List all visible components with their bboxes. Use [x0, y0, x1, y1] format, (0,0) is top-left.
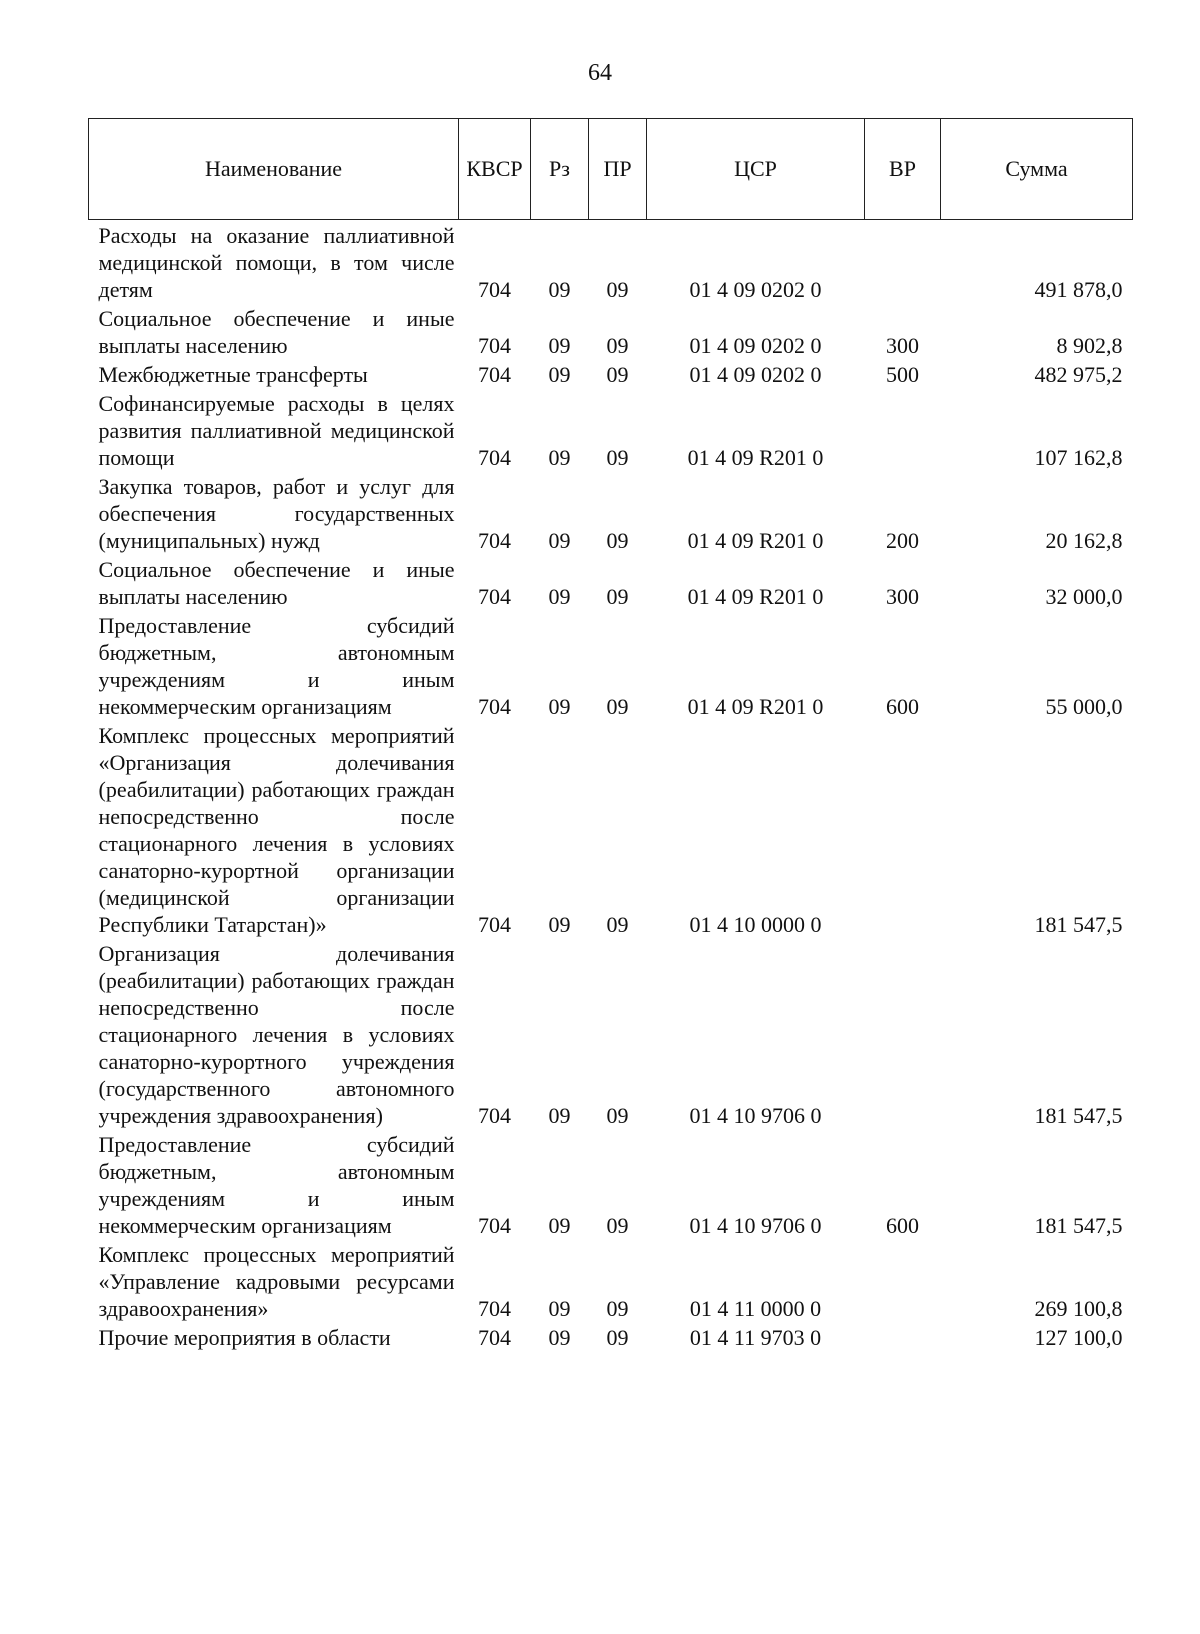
- cell-vr: [865, 940, 941, 1131]
- table-row: [89, 940, 1133, 1131]
- cell-rz: 09: [548, 1296, 571, 1321]
- table-row: [89, 722, 1133, 940]
- cell-csr: 01 4 09 0202 0: [689, 277, 822, 302]
- cell-rz: 09: [548, 912, 571, 937]
- table-row: [89, 473, 1133, 556]
- cell-name: Закупка товаров, работ и услуг для обеспечения государственных (муниципальных) нужд: [98, 474, 455, 553]
- header-name: Наименование: [89, 119, 459, 220]
- cell-vr: [865, 722, 941, 940]
- table-body: [89, 220, 1133, 1354]
- table-row: [89, 556, 1133, 612]
- cell-vr: 600: [886, 1213, 919, 1238]
- cell-sum: 20 162,8: [1045, 528, 1123, 553]
- cell-pr: 09: [606, 362, 629, 387]
- cell-sum: 482 975,2: [1034, 362, 1123, 387]
- cell-csr: 01 4 09 R201 0: [687, 528, 824, 553]
- page-number: 64: [588, 60, 612, 86]
- cell-rz: 09: [548, 584, 571, 609]
- cell-pr: 09: [606, 333, 629, 358]
- cell-name: Комплекс процессных мероприятий «Организация долечивания (реабилитации) работающих граждан непосредственно после стационарного лечения в условиях санаторно-курортной организации (медицинской организации Республики Татарстан)»: [98, 723, 455, 937]
- table-header: [89, 119, 1133, 220]
- cell-csr: 01 4 10 0000 0: [689, 912, 822, 937]
- cell-csr: 01 4 09 R201 0: [687, 694, 824, 719]
- cell-pr: 09: [606, 694, 629, 719]
- cell-csr: 01 4 09 0202 0: [689, 333, 822, 358]
- table-row: [89, 1131, 1133, 1241]
- cell-csr: 01 4 09 0202 0: [689, 362, 822, 387]
- cell-vr: 600: [886, 694, 919, 719]
- cell-pr: 09: [606, 1213, 629, 1238]
- cell-csr: 01 4 09 R201 0: [687, 584, 824, 609]
- cell-name: Предоставление субсидий бюджетным, автономным учреждениям и иным некоммерческим организациям: [98, 1132, 455, 1238]
- cell-sum: 181 547,5: [1034, 1213, 1123, 1238]
- cell-pr: 09: [606, 1296, 629, 1321]
- cell-sum: 181 547,5: [1034, 1103, 1123, 1128]
- header-rz: Рз: [531, 119, 589, 220]
- table-row: [89, 390, 1133, 473]
- cell-sum: 107 162,8: [1034, 445, 1123, 470]
- cell-rz: 09: [548, 1213, 571, 1238]
- cell-pr: 09: [606, 277, 629, 302]
- cell-pr: 09: [606, 1325, 629, 1350]
- table-row: [89, 361, 1133, 390]
- header-kvsr: КВСР: [459, 119, 531, 220]
- cell-name: Комплекс процессных мероприятий «Управление кадровыми ресурсами здравоохранения»: [98, 1242, 455, 1321]
- cell-name: Межбюджетные трансферты: [98, 362, 368, 387]
- cell-name: Социальное обеспечение и иные выплаты населению: [98, 557, 455, 609]
- cell-kvsr: 704: [478, 1325, 511, 1350]
- cell-rz: 09: [548, 1103, 571, 1128]
- cell-pr: 09: [606, 584, 629, 609]
- cell-kvsr: 704: [478, 362, 511, 387]
- cell-sum: 181 547,5: [1034, 912, 1123, 937]
- cell-kvsr: 704: [478, 333, 511, 358]
- cell-vr: [865, 1324, 941, 1353]
- cell-kvsr: 704: [478, 912, 511, 937]
- table-row: [89, 612, 1133, 722]
- cell-rz: 09: [548, 277, 571, 302]
- cell-rz: 09: [548, 694, 571, 719]
- cell-rz: 09: [548, 445, 571, 470]
- cell-vr: 500: [886, 362, 919, 387]
- table-row: [89, 220, 1133, 306]
- cell-kvsr: 704: [478, 1103, 511, 1128]
- cell-rz: 09: [548, 362, 571, 387]
- cell-name: Расходы на оказание паллиативной медицинской помощи, в том числе детям: [98, 223, 455, 302]
- cell-rz: 09: [548, 333, 571, 358]
- budget-table: [88, 118, 1133, 1353]
- cell-kvsr: 704: [478, 277, 511, 302]
- header-vr: ВР: [865, 119, 941, 220]
- cell-kvsr: 704: [478, 1296, 511, 1321]
- table-row: [89, 305, 1133, 361]
- table-row: [89, 1241, 1133, 1324]
- cell-csr: 01 4 11 0000 0: [689, 1296, 822, 1321]
- cell-pr: 09: [606, 1103, 629, 1128]
- cell-vr: 300: [886, 584, 919, 609]
- cell-name: Предоставление субсидий бюджетным, автономным учреждениям и иным некоммерческим организациям: [98, 613, 455, 719]
- cell-name: Социальное обеспечение и иные выплаты населению: [98, 306, 455, 358]
- cell-vr: 200: [886, 528, 919, 553]
- cell-csr: 01 4 11 9703 0: [689, 1325, 822, 1350]
- cell-sum: 8 902,8: [1056, 333, 1123, 358]
- cell-rz: 09: [548, 528, 571, 553]
- cell-kvsr: 704: [478, 528, 511, 553]
- cell-sum: 32 000,0: [1045, 584, 1123, 609]
- cell-kvsr: 704: [478, 445, 511, 470]
- table-row: [89, 1324, 1133, 1353]
- cell-csr: 01 4 10 9706 0: [689, 1103, 822, 1128]
- cell-rz: 09: [548, 1325, 571, 1350]
- cell-sum: 491 878,0: [1034, 277, 1123, 302]
- cell-sum: 127 100,0: [1034, 1325, 1123, 1350]
- cell-pr: 09: [606, 445, 629, 470]
- cell-vr: [865, 1241, 941, 1324]
- cell-csr: 01 4 10 9706 0: [689, 1213, 822, 1238]
- cell-pr: 09: [606, 528, 629, 553]
- cell-name: Прочие мероприятия в области: [98, 1325, 391, 1350]
- cell-kvsr: 704: [478, 584, 511, 609]
- header-sum: Сумма: [941, 119, 1133, 220]
- cell-sum: 55 000,0: [1045, 694, 1123, 719]
- header-pr: ПР: [589, 119, 647, 220]
- cell-vr: [865, 220, 941, 306]
- cell-name: Софинансируемые расходы в целях развития паллиативной медицинской помощи: [98, 391, 455, 470]
- cell-name: Организация долечивания (реабилитации) работающих граждан непосредственно после стационарного лечения в условиях санаторно-курортного учреждения (государственного автономного учреждения здравоохранения): [98, 941, 455, 1128]
- cell-kvsr: 704: [478, 1213, 511, 1238]
- cell-kvsr: 704: [478, 694, 511, 719]
- cell-sum: 269 100,8: [1034, 1296, 1123, 1321]
- cell-vr: 300: [886, 333, 919, 358]
- cell-vr: [865, 390, 941, 473]
- cell-pr: 09: [606, 912, 629, 937]
- cell-csr: 01 4 09 R201 0: [687, 445, 824, 470]
- header-csr: ЦСР: [647, 119, 865, 220]
